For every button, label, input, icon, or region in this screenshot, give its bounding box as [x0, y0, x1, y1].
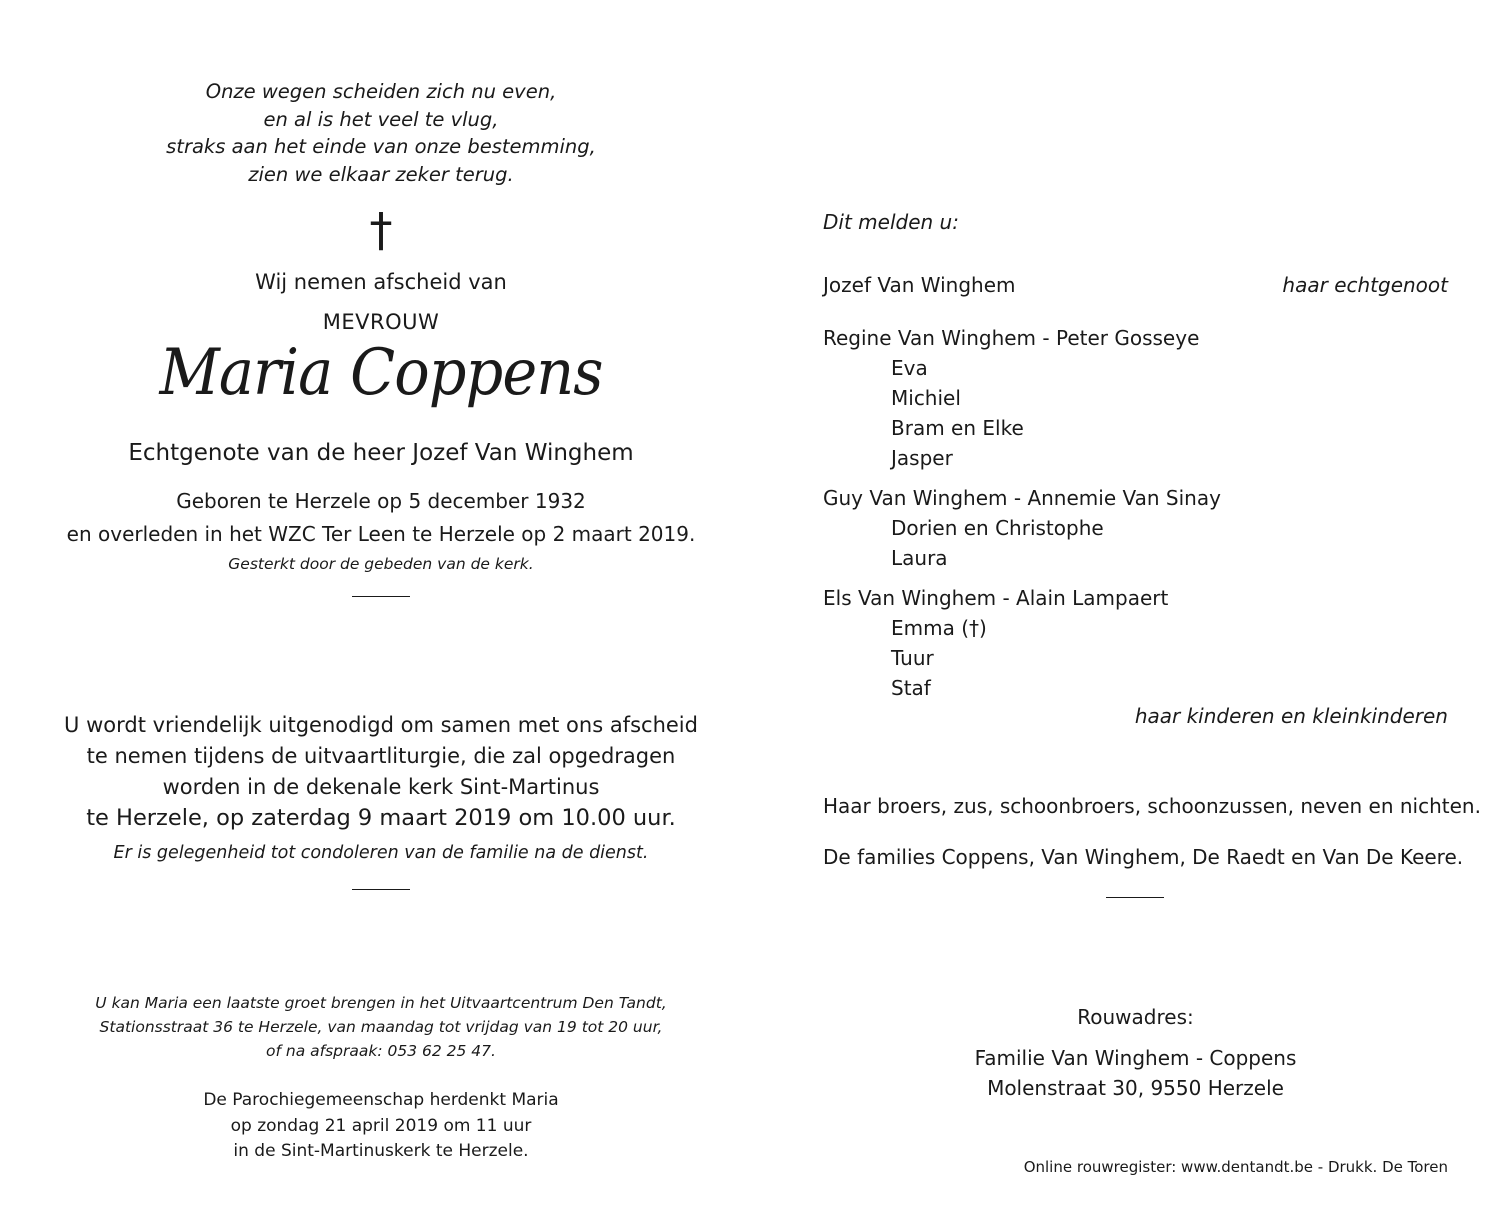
grandchild: Laura — [891, 546, 948, 570]
address-heading: Rouwadres: — [1077, 1005, 1194, 1029]
poem — [60, 78, 702, 188]
honorific: MEVROUW — [322, 310, 440, 334]
birth-death-info — [60, 485, 702, 551]
family-group — [823, 323, 1199, 473]
parish-memorial — [60, 1088, 702, 1165]
address-line: Molenstraat 30, 9550 Herzele — [987, 1076, 1284, 1100]
spouse-line: Echtgenote van de heer Jozef Van Winghem — [128, 440, 634, 466]
grandchild: Staf — [891, 676, 931, 700]
parish-line: in de Sint-Martinuskerk te Herzele. — [233, 1141, 529, 1161]
strengthened-line: Gesterkt door de gebeden van de kerk. — [228, 555, 534, 573]
grandchild: Tuur — [891, 646, 934, 670]
poem-line: straks aan het einde van onze bestemming, — [166, 135, 596, 158]
deceased-name: Maria Coppens — [159, 336, 603, 410]
invitation-line: U wordt vriendelijk uitgenodigd om samen met ons afscheid — [64, 713, 698, 737]
siblings-line: Haar broers, zus, schoonbroers, schoonzussen, neven en nichten. — [823, 794, 1481, 818]
visit-line: of na afspraak: 053 62 25 47. — [266, 1042, 496, 1060]
grandchild: Jasper — [891, 446, 953, 470]
poem-line: zien we elkaar zeker terug. — [248, 162, 514, 186]
grandchild: Michiel — [891, 386, 961, 410]
invitation-line: te nemen tijdens de uitvaartliturgie, die zal opgedragen — [86, 744, 676, 768]
poem-line: Onze wegen scheiden zich nu even, — [205, 80, 557, 103]
died-line: en overleden in het WZC Ter Leen te Herzele op 2 maart 2019. — [66, 522, 696, 546]
intro-text: Wij nemen afscheid van — [255, 270, 507, 294]
family-parent: Guy Van Winghem - Annemie Van Sinay — [823, 486, 1221, 510]
parish-line: op zondag 21 april 2019 om 11 uur — [230, 1115, 532, 1136]
announcers-heading: Dit melden u: — [823, 210, 959, 234]
family-group — [823, 583, 1168, 703]
family-group — [823, 483, 1221, 573]
footer-credit: Online rouwregister: www.dentandt.be - Drukk. De Toren — [1023, 1158, 1448, 1176]
poem-line: en al is het veel te vlug, — [263, 107, 499, 131]
cross-icon: † — [369, 203, 393, 257]
grandchild: Dorien en Christophe — [891, 516, 1104, 540]
husband-row — [823, 273, 1448, 297]
right-column — [823, 0, 1481, 1216]
children-relation: haar kinderen en kleinkinderen — [1134, 704, 1448, 728]
grandchild: Eva — [891, 356, 928, 380]
parish-line: De Parochiegemeenschap herdenkt Maria — [203, 1090, 559, 1110]
visit-line: Stationsstraat 36 te Herzele, van maandag tot vrijdag van 19 tot 20 uur, — [99, 1018, 663, 1036]
born-line: Geboren te Herzele op 5 december 1932 — [176, 489, 586, 513]
address-block — [823, 1043, 1448, 1103]
families-line: De families Coppens, Van Winghem, De Raedt en Van De Keere. — [823, 845, 1464, 869]
condolence-line: Er is gelegenheid tot condoleren van de familie na de dienst. — [113, 843, 649, 863]
divider — [352, 596, 410, 597]
visit-line: U kan Maria een laatste groet brengen in het Uitvaartcentrum Den Tandt, — [95, 994, 667, 1012]
grandchild: Emma (†) — [891, 616, 987, 640]
husband-relation: haar echtgenoot — [1282, 273, 1448, 297]
left-column — [60, 0, 702, 1216]
family-parent: Els Van Winghem - Alain Lampaert — [823, 586, 1169, 610]
invitation-line: te Herzele, op zaterdag 9 maart 2019 om 10.00 uur. — [86, 805, 676, 831]
invitation — [60, 710, 702, 834]
family-parent: Regine Van Winghem - Peter Gosseye — [823, 326, 1200, 350]
invitation-line: worden in de dekenale kerk Sint-Martinus — [162, 775, 600, 799]
divider — [1106, 897, 1164, 898]
divider — [352, 889, 410, 890]
grandchild: Bram en Elke — [891, 416, 1024, 440]
husband-name: Jozef Van Winghem — [823, 273, 1016, 297]
farewell-visit — [60, 991, 702, 1063]
address-line: Familie Van Winghem - Coppens — [974, 1046, 1297, 1070]
